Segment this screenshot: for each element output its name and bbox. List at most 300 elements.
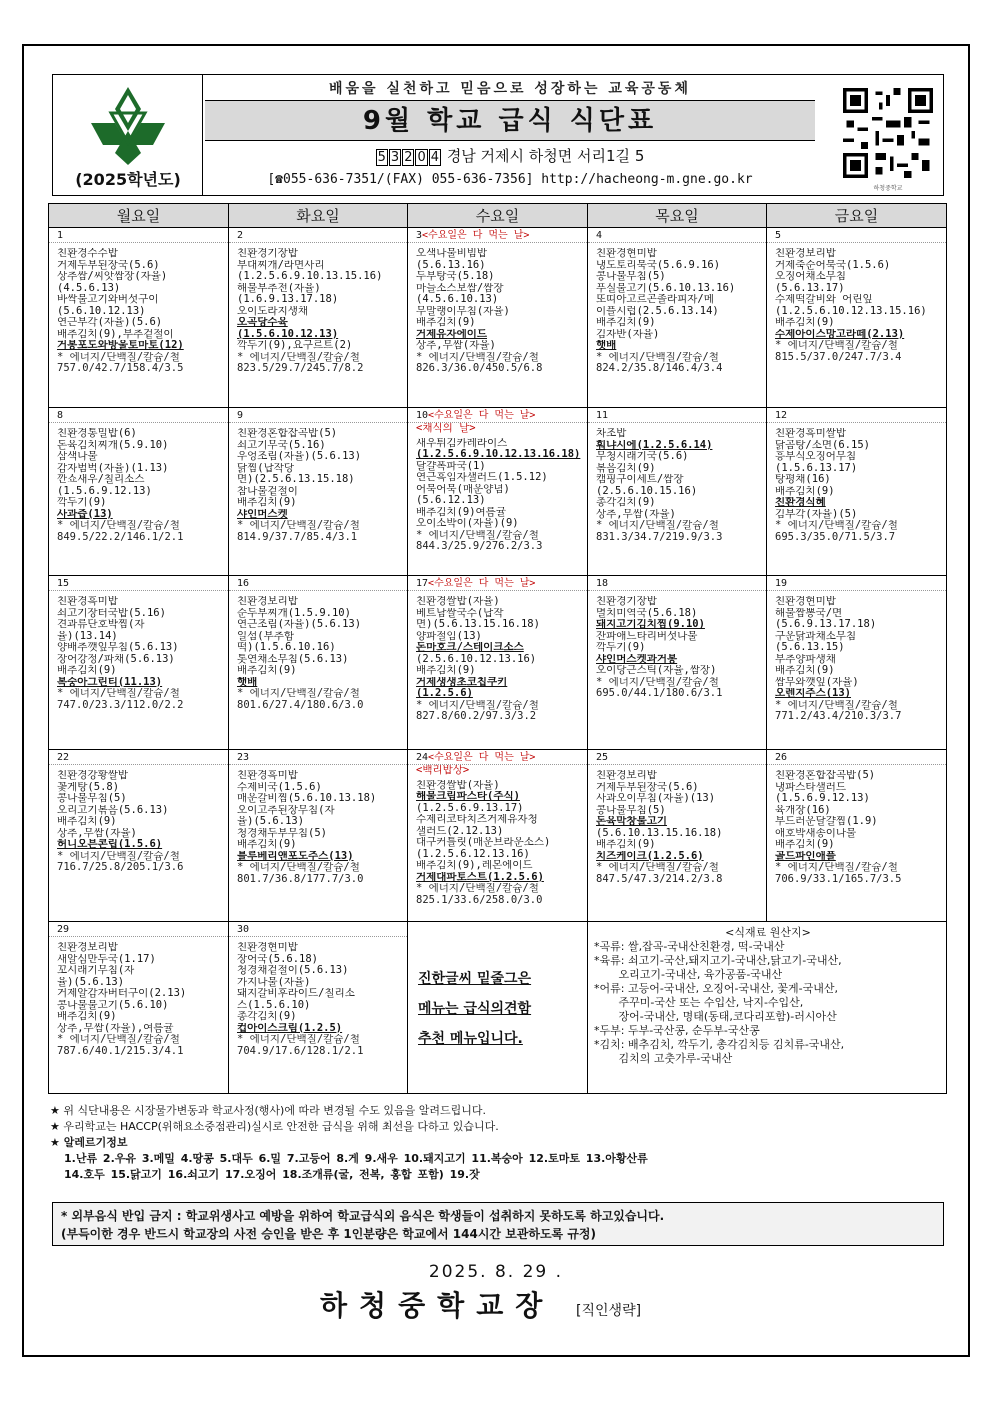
menu-item: 상추,무쌈(자율) [57, 827, 137, 839]
menu-item: 연근부각(자율)(5.6) [57, 317, 163, 328]
menu-item: 친환경혼합잡곡밥(5) [237, 428, 338, 439]
menu-item: 부대찌개/라면사리 [237, 259, 325, 271]
menu-item: 냉파스타샐러드 [775, 781, 847, 793]
nutrition-info: * 에너지/단백질/칼슘/철 [237, 862, 360, 873]
recommended-menu-item: 오렌지주스(13) [775, 688, 852, 699]
day-number-text: 4 [596, 230, 603, 241]
menu-item: 수제리코타치즈거제유자청 [416, 814, 538, 825]
menu-item: (5.6.10.12.13) [57, 305, 146, 317]
menu-item: 거제두부된장국(5.6) [596, 781, 699, 793]
day-number [408, 408, 587, 423]
nutrition-info: 824.2/35.8/146.4/3.4 [596, 363, 723, 374]
day-number [229, 228, 407, 243]
menu-item: 친환경수수밥 [57, 248, 118, 259]
day-number [408, 228, 587, 243]
week-row [49, 922, 947, 1094]
recommended-menu-item: 골드파인애플 [775, 850, 836, 862]
recommended-menu-item: 돈마호크/스테이크소스 [416, 642, 524, 653]
recommended-menu-item: (1.2.5.6) [416, 688, 473, 699]
menu-item: (2.5.6.10.15.16) [596, 485, 698, 497]
address-text: 경남 거제시 하청면 서리1길 5 [446, 147, 645, 165]
nutrition-info: 831.3/34.7/219.9/3.3 [596, 531, 723, 543]
menu-item: 무말랭이무침(자율) [416, 305, 510, 317]
ingredient-origin [588, 922, 946, 1066]
school-logo [53, 75, 203, 195]
weekday-header: 목요일 [588, 204, 767, 228]
nutrition-info: * 에너지/단백질/칼슘/철 [57, 351, 180, 363]
menu-item: (1.2.5.6.12.13.16) [416, 848, 530, 860]
recommended-menu-item: 컵아이스크림(1.2.5) [237, 1022, 343, 1034]
day-event-label: <수요일은 다 먹는 날> [428, 410, 536, 421]
menu-item: 부드러운달걀찜(1.9) [775, 816, 878, 827]
nutrition-info: * 에너지/단백질/칼슘/철 [57, 850, 180, 862]
nutrition-info: 814.9/37.7/85.4/3.1 [237, 531, 358, 543]
menu-item: 상추,무쌈(자율) [596, 508, 676, 520]
menu-item: (2.5.6.10.12.13.16) [416, 653, 537, 665]
qr-label: 하청중학교 [873, 185, 903, 192]
day-cell [588, 576, 767, 750]
menu-item: 콩나물무침(5) [57, 793, 127, 804]
nutrition-info: 826.3/36.0/450.5/6.8 [416, 363, 543, 374]
day-number [49, 408, 228, 423]
day-number-text: 22 [57, 752, 70, 763]
menu-item: 샐러드(2.12.13) [416, 825, 504, 837]
menu-item: 탕평채(16) [775, 474, 831, 485]
menu-item: 멸치미역국(5.6.18) [596, 607, 698, 619]
origin-line: *육류: 쇠고기-국산,돼지고기-국내산,닭고기-국내산, [594, 954, 842, 967]
header [52, 74, 944, 196]
menu-table [48, 203, 947, 1094]
menu-item: 오이당근스틱(자율,쌈장) [596, 665, 717, 676]
menu-item: 배추김치(9) [57, 665, 117, 676]
day-number [767, 408, 946, 423]
day-cell [49, 576, 229, 750]
menu-item: 콩나물무침(5) [596, 271, 666, 282]
day-cell [767, 408, 947, 576]
recommended-menu-item: (1.2.5.6.9.10.12.13.16.18) [416, 449, 581, 460]
menu-item: 새알심만두국(1.17) [57, 953, 156, 965]
menu-item: 친환경보리밥 [57, 942, 118, 953]
weekday-header: 월요일 [49, 204, 229, 228]
recommended-menu-item: 치즈케이크(1.2.5.6) [596, 850, 704, 862]
warning-line: * 외부음식 반입 금지 : 학교위생사고 예방을 위하여 학교급식외 음식은 학생들이 섭취하지 못하도록 하고있습니다. [61, 1209, 665, 1223]
menu-item: 새우튀김카레라이스 [416, 437, 508, 449]
menu-item: 거제알감자버터구이(2.13) [57, 988, 187, 999]
menu-item: 친환경현미밥 [775, 596, 836, 607]
menu-item: 또띠아고르곤졸라피자/메 [596, 294, 714, 305]
principal-signature [320, 1284, 720, 1324]
nutrition-info: * 에너지/단백질/칼슘/철 [775, 520, 898, 531]
menu-item: 배추김치(9) [596, 317, 656, 328]
menu-item: 배추김치(9),레몬에이드 [416, 860, 533, 871]
menu-item: 친환경혼합잡곡밥(5) [775, 770, 876, 781]
menu-item: 일섬(부추함 [237, 630, 295, 642]
zip-digit: 3 [390, 150, 400, 165]
menu-item: 배추김치(9) [596, 839, 656, 850]
zip-digit: 5 [377, 150, 386, 165]
menu-item: (1.2.5.6.10.12.13.15.16) [775, 305, 927, 317]
nutrition-info: 695.0/44.1/180.6/3.1 [596, 688, 723, 699]
day-number [408, 750, 587, 765]
day-cell [49, 228, 229, 408]
menu-item: 돼지갈비후라이드/칠리소 [237, 988, 355, 999]
menu-item: (5.6.10.13.15.16.18) [596, 827, 723, 839]
day-cell [767, 228, 947, 408]
day-cell [767, 750, 947, 922]
menu-item: 콩나물무침(5) [596, 804, 666, 816]
nutrition-info: 716.7/25.8/205.1/3.6 [57, 862, 184, 873]
menu-item: 양파절임(13) [416, 630, 482, 642]
zip-digit: 2 [404, 150, 413, 165]
menu-item: (1.6.9.13.17.18) [237, 294, 339, 305]
origin-line: *김치: 배추김치, 깍두기, 총각김치등 김치류-국내산, [594, 1038, 845, 1051]
day-number [767, 750, 946, 765]
menu-item: 두부탕국(5.18) [416, 271, 495, 282]
notices [50, 1103, 946, 1183]
menu-item: (5.6.13.15) [775, 642, 845, 653]
day-number-text: 18 [596, 578, 609, 589]
day-number [49, 922, 228, 937]
nutrition-info: * 에너지/단백질/칼슘/철 [237, 1034, 360, 1045]
menu-item: 닭곰탕/소면(6.15) [775, 439, 870, 451]
nutrition-info: 771.2/43.4/210.3/3.7 [775, 711, 902, 722]
school-emblem-icon [83, 83, 173, 167]
zip-digit: 0 [417, 150, 426, 165]
nutrition-info: 787.6/40.1/215.3/4.1 [57, 1045, 184, 1057]
menu-item: 캠핑구이세트/쌈장 [596, 474, 684, 485]
menu-item: 깍두기(9),요구르트(2) [237, 340, 353, 351]
menu-item: 상추,무쌈(자율) [416, 340, 496, 351]
recommended-menu-item: 햇배 [237, 676, 258, 688]
recommended-menu-item: 거제생생초코칩쿠키 [416, 676, 508, 688]
menu-item: (1.2.5.6.9.13.17) [416, 802, 524, 814]
menu-item: 우엉조림(자율)(5.6.13) [237, 451, 362, 462]
menu-item: 배추김치(9) [775, 839, 835, 850]
day-number-text: 12 [775, 410, 788, 421]
menu-item: 톳연채소무침(5.6.13) [237, 653, 349, 665]
menu-item: (1.5.6.9.12.13) [57, 485, 152, 497]
day-number-text: 8 [57, 410, 64, 421]
menu-item: 이플시럽(2.5.6.13.14) [596, 305, 719, 317]
qr-code-icon[interactable] [843, 83, 933, 183]
nutrition-info: * 에너지/단백질/칼슘/철 [775, 699, 898, 711]
nutrition-info: 815.5/37.0/247.7/3.4 [775, 351, 902, 363]
menu-item: 깍두기(9) [596, 642, 646, 653]
recommendation-note [408, 922, 587, 1054]
menu-item: 오리고기볶음(5.6.13) [57, 804, 169, 816]
menu-item: 거제두부된장국(5.6) [57, 259, 160, 271]
menu-item: 감자범벅(자율)(1.13) [57, 462, 169, 474]
nutrition-info: 801.6/27.4/180.6/3.0 [237, 699, 364, 711]
day-number-text: 26 [775, 752, 788, 763]
nutrition-info: * 에너지/단백질/칼슘/철 [416, 351, 539, 363]
recommended-menu-item: 거봉포도와방울토마토(12) [57, 340, 184, 351]
day-cell [408, 228, 588, 408]
menu-item: 바싹불고기와버섯구이 [57, 294, 159, 305]
menu-item: 총각김치(9) [596, 497, 656, 508]
nutrition-info: * 에너지/단백질/칼슘/철 [237, 520, 360, 531]
notice-line: ★ 위 식단내용은 시장물가변동과 학교사정(행사)에 따라 변경될 수도 있음을 알려드립니다. [50, 1104, 486, 1117]
nutrition-info: * 에너지/단백질/칼슘/철 [775, 862, 898, 873]
contact-info: [☎055-636-7351/(FAX) 055-636-7356] http://hacheong-m.gne.go.kr [267, 172, 753, 187]
menu-item: 배추김치(9) [775, 485, 835, 497]
menu-item: 친환경흑미밥 [237, 770, 298, 781]
menu-item: 오이고추된장무침(자 [237, 804, 335, 816]
menu-item: (4.5.6.13) [57, 282, 121, 294]
day-number [229, 750, 407, 765]
day-event-label: <수요일은 다 먹는 날> [428, 752, 536, 763]
note-line: 진한글씨 밑줄그은 [418, 971, 532, 987]
nutrition-info: * 에너지/단백질/칼슘/철 [57, 520, 180, 531]
menu-item: 대구커틀릿(매운브라운소스) [416, 837, 551, 848]
menu-item: (5.6.13.16) [416, 259, 486, 271]
menu-item: (5.6.9.13.17.18) [775, 619, 877, 630]
day-number-text: 5 [775, 230, 782, 241]
menu-item: 율)(13.14) [57, 630, 118, 642]
nutrition-info: * 에너지/단백질/칼슘/철 [416, 529, 539, 541]
menu-item: 상추,무쌈(자율),여름귤 [57, 1022, 174, 1034]
origin-line: 장어-국내산, 명태(동태,코다리포함)-러시아산 [594, 1010, 837, 1023]
menu-item: 배추김치(9),부추겉절이 [57, 328, 174, 340]
day-event-label: <수요일은 다 먹는 날> [422, 230, 530, 241]
menu-item: 배추김치(9) [237, 839, 297, 850]
outside-food-warning [52, 1202, 944, 1246]
nutrition-info: * 에너지/단백질/칼슘/철 [416, 699, 539, 711]
day-number-text: 15 [57, 578, 70, 589]
menu-item: 해물짬뽕국/면 [775, 607, 843, 619]
recommended-menu-item: 복숭아그린티(11.13) [57, 676, 163, 688]
recommended-menu-item: 수제아이스망고라떼(2.13) [775, 328, 905, 340]
menu-item: 푸실불고기(5.6.10.13.16) [596, 282, 736, 294]
menu-item: 면)(2.5.6.13.15.18) [237, 474, 355, 485]
day-number-text: 29 [57, 924, 70, 935]
seal-note: [직인생략] [576, 1303, 642, 1319]
menu-item: 배추김치(9) [237, 665, 297, 676]
menu-item: 장어국(5.6.18) [237, 953, 319, 965]
day-number-text: 3 [416, 230, 423, 241]
day-theme-label: <백리밥상> [416, 765, 470, 776]
day-number [588, 408, 766, 423]
menu-item: 사과오이무침(자율)(13) [596, 793, 716, 804]
menu-item: (1.2.5.6.9.10.13.15.16) [237, 271, 383, 282]
menu-item: 꽃게탕(5.8) [57, 781, 120, 793]
day-number-text: 10 [416, 410, 429, 421]
origin-title: <식재료 원산지> [725, 926, 811, 939]
menu-item: 배추김치(9) [57, 1011, 117, 1022]
weekday-header: 수요일 [408, 204, 588, 228]
menu-item: 구운닭과채소무침 [775, 630, 857, 642]
menu-item: 달걀폭파국(1) [416, 460, 486, 472]
nutrition-info: 844.3/25.9/276.2/3.3 [416, 541, 543, 552]
menu-item: 청경채두부무침(5) [237, 827, 327, 839]
menu-item: 배추김치(9)여름귤 [416, 506, 506, 518]
issue-date: 2025. 8. 29 . [428, 1262, 564, 1282]
nutrition-info: 747.0/23.3/112.0/2.2 [57, 699, 184, 711]
allergy-title: ★ 알레르기정보 [50, 1136, 128, 1149]
day-cell [408, 408, 588, 576]
day-cell [408, 750, 588, 922]
menu-item: 닭찜(납작당 [237, 462, 295, 474]
recommended-menu-item: 오곡당수육 [237, 317, 288, 328]
menu-item: 친환경보리밥 [775, 248, 836, 259]
menu-item: 김부각(자율)(5) [775, 508, 858, 520]
day-number [229, 922, 407, 937]
nutrition-info: * 에너지/단백질/칼슘/철 [596, 351, 719, 363]
origin-line: *두부: 두부-국산콩, 순두부-국산콩 [594, 1024, 760, 1037]
weekday-header: 금요일 [767, 204, 947, 228]
menu-item: 친환경보리밥 [596, 770, 657, 781]
menu-item: 쇠고기장터국밥(5.16) [57, 607, 166, 619]
nutrition-info: * 에너지/단백질/칼슘/철 [596, 862, 719, 873]
menu-item: 배추김치(9) [416, 317, 476, 328]
menu-item: 거제죽순어묵국(1.5.6) [775, 259, 891, 271]
menu-item: 콩나물불고기(5.6.10) [57, 999, 169, 1011]
weekday-header: 화요일 [229, 204, 408, 228]
day-number-text: 24 [416, 752, 429, 763]
menu-item: 친환경쌀밥(자율) [416, 779, 500, 791]
menu-item: 수제비국(1.5.6) [237, 781, 322, 793]
recommended-menu-item: 거제유자에이드 [416, 328, 488, 340]
nutrition-info: 695.3/35.0/71.5/3.7 [775, 531, 896, 543]
day-cell [229, 408, 408, 576]
recommended-menu-item: 허니오븐콘립(1.5.6) [57, 839, 163, 850]
menu-item: 배추김치(9) [57, 816, 117, 827]
menu-item: 가지나물(자율) [237, 976, 311, 988]
day-number-text: 23 [237, 752, 250, 763]
menu-item: (5.6.12.13) [416, 495, 486, 506]
menu-item: 부추양파생채 [775, 653, 836, 665]
menu-item: 오징어채소무침 [775, 271, 847, 282]
nutrition-info: 823.5/29.7/245.7/8.2 [237, 363, 364, 374]
menu-item: 애호박새송이나물 [775, 827, 857, 839]
origin-line: *어류: 고등어-국내산, 오징어-국내산, 꽃게-국내산, [594, 982, 838, 995]
menu-item: 배추김치(9) [237, 497, 297, 508]
day-cell [49, 750, 229, 922]
menu-item: 청경채겉절이(5.6.13) [237, 965, 349, 976]
day-cell [588, 408, 767, 576]
recommended-menu-item: 훠냐시에(1.2.5.6.14) [596, 439, 713, 451]
day-number-text: 17 [416, 578, 429, 589]
day-cell [588, 750, 767, 922]
recommended-menu-item: 거제대파토스트(1.2.5.6) [416, 871, 544, 883]
origin-cell [588, 922, 947, 1094]
day-number-text: 25 [596, 752, 609, 763]
day-cell [49, 408, 229, 576]
origin-line: 주꾸미-국산 또는 수입산, 낙지-수입산, [594, 996, 804, 1009]
day-number-text: 16 [237, 578, 250, 589]
allergy-list: 1.난류 2.우유 3.메밀 4.땅콩 5.대두 6.밀 7.고등어 8.게 9.새우 10.돼지고기 11.복숭아 12.토마토 13.아황산류 [64, 1152, 648, 1165]
nutrition-info: * 에너지/단백질/칼슘/철 [237, 688, 360, 699]
menu-item: 친환경통밀밥(6) [57, 428, 137, 439]
recommended-menu-item: 샤인머스켓 [237, 508, 288, 520]
menu-item: 율)(5.6.13) [57, 976, 125, 988]
warning-line: (부득이한 경우 반드시 학교장의 사전 승인을 받은 후 1인분량은 학교에서 144시간 보관하도록 규정) [61, 1227, 596, 1241]
day-cell [408, 576, 588, 750]
notice-line: ★ 우리학교는 HACCP(위해요소중점관리)실시로 안전한 급식을 위해 최선을 다하고 있습니다. [50, 1120, 499, 1133]
recommended-menu-item: 돼지고기김치찜(9.10) [596, 619, 705, 630]
menu-item: 차조밥 [596, 428, 627, 439]
menu-item: 무청시래기국(5.6) [596, 451, 689, 462]
nutrition-info: * 에너지/단백질/칼슘/철 [416, 883, 539, 894]
nutrition-info: * 에너지/단백질/칼슘/철 [596, 676, 719, 688]
menu-item: 친환경현미밥 [237, 942, 298, 953]
menu-item: 꼬시래기무침(자 [57, 965, 135, 976]
menu-item: 쌈무와깻잎(자율) [775, 676, 859, 688]
menu-item: 면)(5.6.13.15.16.18) [416, 619, 540, 630]
day-number [767, 576, 946, 591]
allergy-list: 14.호두 15.닭고기 16.쇠고기 17.오징어 18.조개류(굴, 전복, 홍합 포함) 19.잣 [64, 1168, 480, 1181]
day-number [49, 228, 228, 243]
nutrition-info: * 에너지/단백질/칼슘/철 [237, 351, 360, 363]
menu-item: 오이소박이(자율)(9) [416, 518, 519, 529]
recommended-menu-item: 블루베리앤포도주스(13) [237, 850, 354, 862]
menu-item: 장어강정/파채(5.6.13) [57, 653, 175, 665]
day-cell [49, 922, 229, 1094]
day-number [49, 750, 228, 765]
menu-item: 육개장(16) [775, 804, 831, 816]
menu-item: (1.5.6.13.17) [775, 462, 858, 474]
recommended-menu-item: (1.5.6.10.12.13) [237, 328, 339, 340]
week-row [49, 408, 947, 576]
menu-item: 친환경강황쌀밥 [57, 770, 129, 781]
menu-item: 잔파애느타리버섯나물 [596, 630, 698, 642]
day-number-text: 1 [57, 230, 64, 241]
menu-item: 견과류단호박찜(자 [57, 619, 145, 630]
menu-item: 흥부식오징어무침 [775, 451, 857, 462]
menu-item: 어묵어묵(매운양념) [416, 483, 510, 495]
day-number-text: 19 [775, 578, 788, 589]
menu-item: (1.5.6.9.12.13) [775, 793, 870, 804]
menu-item: 연근흑임자샐러드(1.5.12) [416, 472, 548, 483]
menu-item: 수제떡갈비와 어린잎 [775, 294, 873, 305]
menu-item: 총각김치(9) [237, 1011, 297, 1022]
day-number-text: 2 [237, 230, 244, 241]
menu-item: 매운갈비찜(5.6.10.13.18) [237, 793, 377, 804]
origin-line: 오리고기-국내산, 육가공품-국내산 [594, 968, 783, 981]
menu-item: 친환경기장밥 [237, 248, 298, 259]
menu-item: 마늘소스보쌈/쌈장 [416, 282, 504, 294]
day-number [229, 408, 407, 423]
recommended-menu-item: 사과즙(13) [57, 508, 113, 520]
week-row [49, 750, 947, 922]
recommended-menu-item: 돈육막창불고기 [596, 816, 668, 827]
menu-item: (4.5.6.10.13) [416, 294, 499, 305]
menu-item: 냉도토리묵국(5.6.9.16) [596, 259, 721, 271]
menu-item: 배추김치(9) [416, 665, 476, 676]
nutrition-info: * 에너지/단백질/칼슘/철 [57, 1034, 180, 1045]
school-address [205, 145, 815, 167]
note-line: 메뉴는 급식의견함 [418, 1001, 532, 1017]
day-number-text: 9 [237, 410, 244, 421]
nutrition-info: * 에너지/단백질/칼슘/철 [57, 688, 180, 699]
nutrition-info: 757.0/42.7/158.4/3.5 [57, 363, 184, 374]
week-row [49, 228, 947, 408]
nutrition-info: * 에너지/단백질/칼슘/철 [775, 340, 898, 351]
menu-item: 깍두기(9) [57, 497, 107, 508]
recommended-menu-item: 햇배 [596, 340, 617, 351]
menu-item: 볶음김치(9) [596, 462, 656, 474]
menu-item: 양배추깻잎무침(5.6.13) [57, 642, 179, 653]
menu-item: 상추쌈/씨앗쌈장(자율) [57, 271, 168, 282]
school-year: (2025학년도) [75, 170, 181, 189]
day-cell [588, 228, 767, 408]
recommended-menu-item: 샤인머스켓과거봉 [596, 653, 678, 665]
menu-item: 김자반(자율) [596, 328, 660, 340]
day-number [767, 228, 946, 243]
day-number [588, 576, 766, 591]
recommendation-note-cell [408, 922, 588, 1094]
day-number [408, 576, 587, 591]
